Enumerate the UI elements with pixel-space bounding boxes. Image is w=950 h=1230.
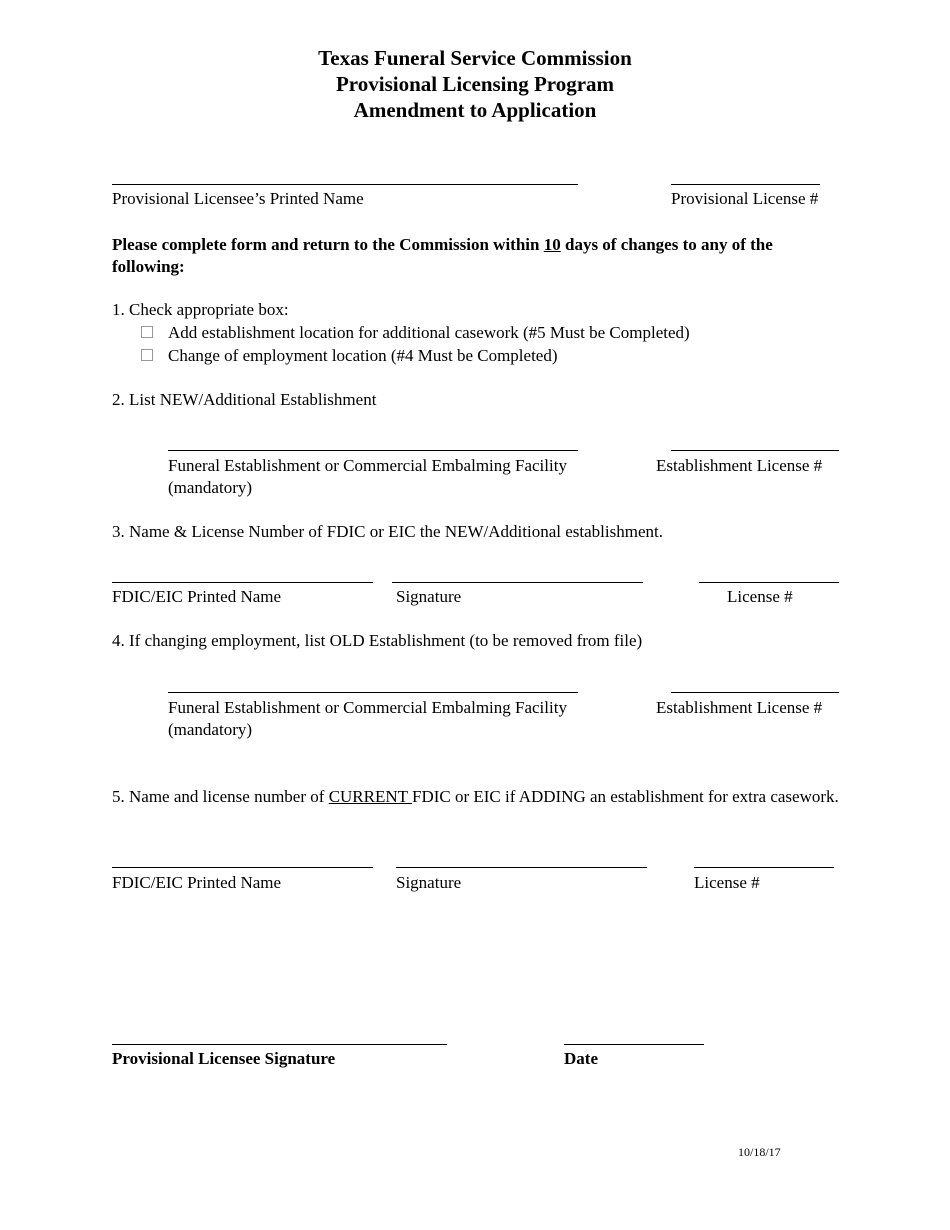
- date-line[interactable]: [564, 1044, 704, 1045]
- checkbox-change-employment[interactable]: [141, 345, 153, 365]
- current-fdic-name-line[interactable]: [112, 867, 373, 868]
- section1-heading: 1. Check appropriate box:: [112, 300, 289, 319]
- new-establishment-license-line[interactable]: [671, 450, 839, 451]
- section4-heading: 4. If changing employment, list OLD Establishment (to be removed from file): [112, 631, 643, 650]
- current-fdic-signature-label: Signature: [396, 873, 462, 892]
- instructions-part2: days of changes to any of the following:: [112, 235, 773, 276]
- fdic-license-line[interactable]: [699, 582, 839, 583]
- checkbox-icon[interactable]: [141, 326, 153, 338]
- licensee-signature-label: Provisional Licensee Signature: [112, 1049, 336, 1068]
- new-facility-line[interactable]: [168, 450, 578, 451]
- licensee-name-label: Provisional Licensee’s Printed Name: [112, 189, 364, 208]
- option-add-establishment-label: Add establishment location for additional casework (#5 Must be Completed): [168, 323, 690, 342]
- instructions-days: 10: [543, 235, 561, 254]
- form-title-line2: Provisional Licensing Program: [335, 72, 615, 96]
- old-facility-line[interactable]: [168, 692, 578, 693]
- revision-date: 10/18/17: [738, 1145, 781, 1159]
- current-fdic-license-label: License #: [694, 873, 760, 892]
- current-fdic-signature-line[interactable]: [396, 867, 647, 868]
- old-establishment-license-label: Establishment License #: [656, 698, 823, 717]
- license-number-line[interactable]: [671, 184, 820, 185]
- section5-part2: FDIC or EIC if ADDING an establishment for extra casework.: [411, 787, 839, 806]
- section2-heading: 2. List NEW/Additional Establishment: [112, 390, 377, 409]
- section5-current: CURRENT: [328, 787, 412, 806]
- checkbox-icon[interactable]: [141, 349, 153, 361]
- form-title-line3: Amendment to Application: [353, 98, 597, 122]
- instructions: [112, 234, 848, 278]
- section5-heading: [112, 786, 848, 808]
- fdic-license-label: License #: [727, 587, 793, 606]
- current-fdic-license-line[interactable]: [694, 867, 834, 868]
- licensee-name-line[interactable]: [112, 184, 578, 185]
- section5-part1: 5. Name and license number of: [112, 787, 329, 806]
- current-fdic-name-label: FDIC/EIC Printed Name: [112, 873, 282, 892]
- old-facility-label: Funeral Establishment or Commercial Embalming Facility: [168, 698, 567, 717]
- fdic-signature-line[interactable]: [392, 582, 643, 583]
- fdic-name-line[interactable]: [112, 582, 373, 583]
- instructions-part1: Please complete form and return to the Commission within: [112, 235, 544, 254]
- new-facility-mandatory: (mandatory): [168, 478, 253, 497]
- license-number-label: Provisional License #: [671, 189, 819, 208]
- date-label: Date: [564, 1049, 598, 1068]
- licensee-signature-line[interactable]: [112, 1044, 447, 1045]
- form-title-line1: Texas Funeral Service Commission: [318, 46, 632, 70]
- checkbox-add-establishment[interactable]: [141, 322, 153, 342]
- fdic-name-label: FDIC/EIC Printed Name: [112, 587, 282, 606]
- new-facility-label: Funeral Establishment or Commercial Embalming Facility: [168, 456, 567, 475]
- new-establishment-license-label: Establishment License #: [656, 456, 823, 475]
- old-facility-mandatory: (mandatory): [168, 720, 253, 739]
- section3-heading: 3. Name & License Number of FDIC or EIC the NEW/Additional establishment.: [112, 522, 663, 541]
- option-change-employment-label: Change of employment location (#4 Must be Completed): [168, 346, 558, 365]
- old-establishment-license-line[interactable]: [671, 692, 839, 693]
- fdic-signature-label: Signature: [396, 587, 462, 606]
